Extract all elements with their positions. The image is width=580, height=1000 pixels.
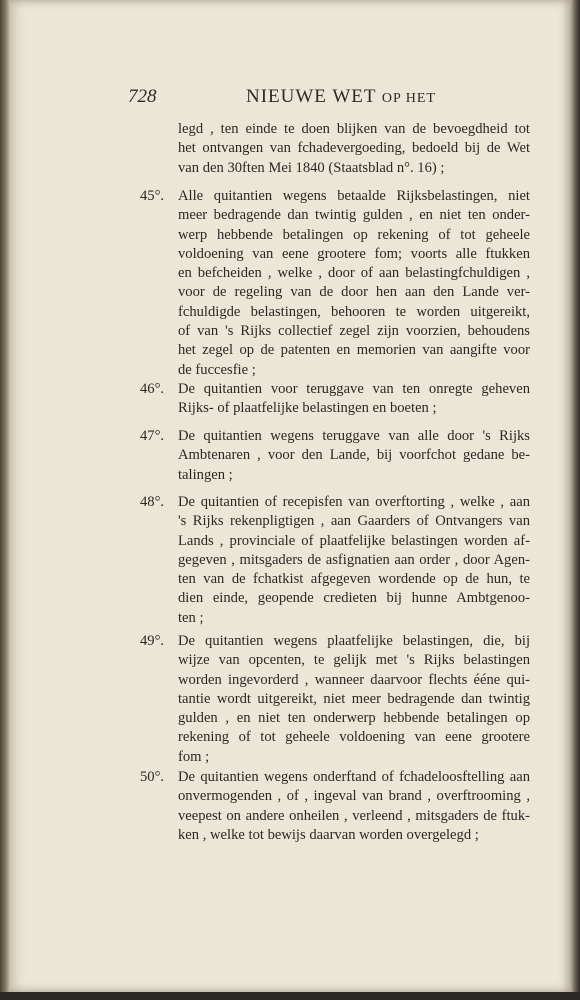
text-line: rekening of tot geheele voldoening van eene grootere [178,729,530,746]
running-title-small: OP HET [381,91,436,106]
paragraph-number: 47°. [140,428,165,444]
paragraph-45 [0,187,530,380]
text-line: talingen ; [178,466,233,483]
text-line: fom ; [178,748,210,765]
text-line: Lands , provinciale of plaatfelijke belastingen worden af- [178,532,530,549]
text-line: het ontvangen van fchadevergoeding, bedoeld bij de Wet [178,140,530,157]
paragraph-number: 46°. [140,381,165,397]
page-number: 728 [128,86,157,107]
text-line: De quitantien of recepisfen van overftorting , welke , aan [178,494,530,510]
paragraph-number: 45°. [140,188,165,204]
text-line: veepest on andere onheilen , verleend , mitsgaders de ftuk- [178,807,530,824]
text-line: of van 's Rijks collectief zegel zijn voorzien, behoudens [178,323,530,340]
paragraph-number: 49°. [140,633,165,649]
text-line: worden ingevorderd , wanneer daarvoor flechts ééne qui- [178,671,530,688]
running-title-main: NIEUWE WET [246,86,377,107]
text-line: tantie wordt uitgereikt, niet meer bedragende dan twintig [178,690,530,707]
text-line: gulden , en niet ten onderwerp hebbende betalingen op [178,710,530,727]
text-line: gegeven , mitsgaders de asfignatien aan order , door Agen- [178,551,530,568]
page-edge-shadow [570,0,580,1000]
text-line: van den 30ften Mei 1840 (Staatsblad n°. 16) ; [178,159,445,176]
text-line: De quitantien wegens onderftand of fchadeloosftelling aan [178,769,530,785]
text-line: de fuccesfie ; [178,361,256,378]
running-header [128,84,568,112]
text-line: wijze van opcenten, te gelijk met 's Rijks belastingen [178,652,530,669]
paragraph-50 [0,768,530,845]
text-line: Ambtenaren , voor den Lande, bij voorfchot gedane be- [178,447,530,464]
text-line: Alle quitantien wegens betaalde Rijksbelastingen, niet [178,188,530,204]
paragraph-48 [0,493,530,628]
text-line: onvermogenden , of , ingeval van brand , overftrooming , [178,788,530,805]
text-line: Rijks- of plaatfelijke belastingen en boeten ; [178,400,437,417]
scan-bottom-border [0,992,580,1000]
text-line: werp hebbende betalingen op rekening of tot geheele [178,226,530,243]
text-line: fchuldigde belastingen, behooren te worden uitgereikt, [178,303,530,320]
text-line: De quitantien wegens teruggave van alle door 's Rijks [178,428,530,444]
text-line: en befcheiden , welke , door of aan belastingfchuldigen , [178,265,530,282]
text-line: voor de regeling van de door hen aan den Lande ver- [178,284,530,301]
paragraph-number: 50°. [140,769,165,785]
text-line: De quitantien wegens plaatfelijke belastingen, die, bij [178,633,530,649]
paragraph-47 [0,427,530,485]
text-line: dien einde, geopende credieten bij hunne Ambtgenoo- [178,590,530,607]
text-line: 's Rijks rekenpligtigen , aan Gaarders of Ontvangers van [178,513,530,530]
text-line: meer bedragende dan twintig gulden , en niet ten onder- [178,207,530,224]
text-line: voldoening van eene grootere fom; voorts alle ftukken [178,245,530,262]
paragraph-49 [0,632,530,767]
paragraph-continuation [0,120,530,178]
paragraph-number: 48°. [140,494,165,510]
running-title [246,86,436,108]
text-line: ten ; [178,609,204,626]
text-line: De quitantien voor teruggave van ten onregte geheven [178,381,530,397]
paragraph-46 [0,380,530,419]
text-line: ten van de fchatkist afgegeven wordende op de hun, te [178,571,530,588]
text-line: legd , ten einde te doen blijken van de bevoegdheid tot [178,121,530,137]
text-line: ken , welke tot bewijs daarvan worden overgelegd ; [178,826,479,843]
text-line: het zegel op de patenten en memorien van aangifte voor [178,342,530,359]
